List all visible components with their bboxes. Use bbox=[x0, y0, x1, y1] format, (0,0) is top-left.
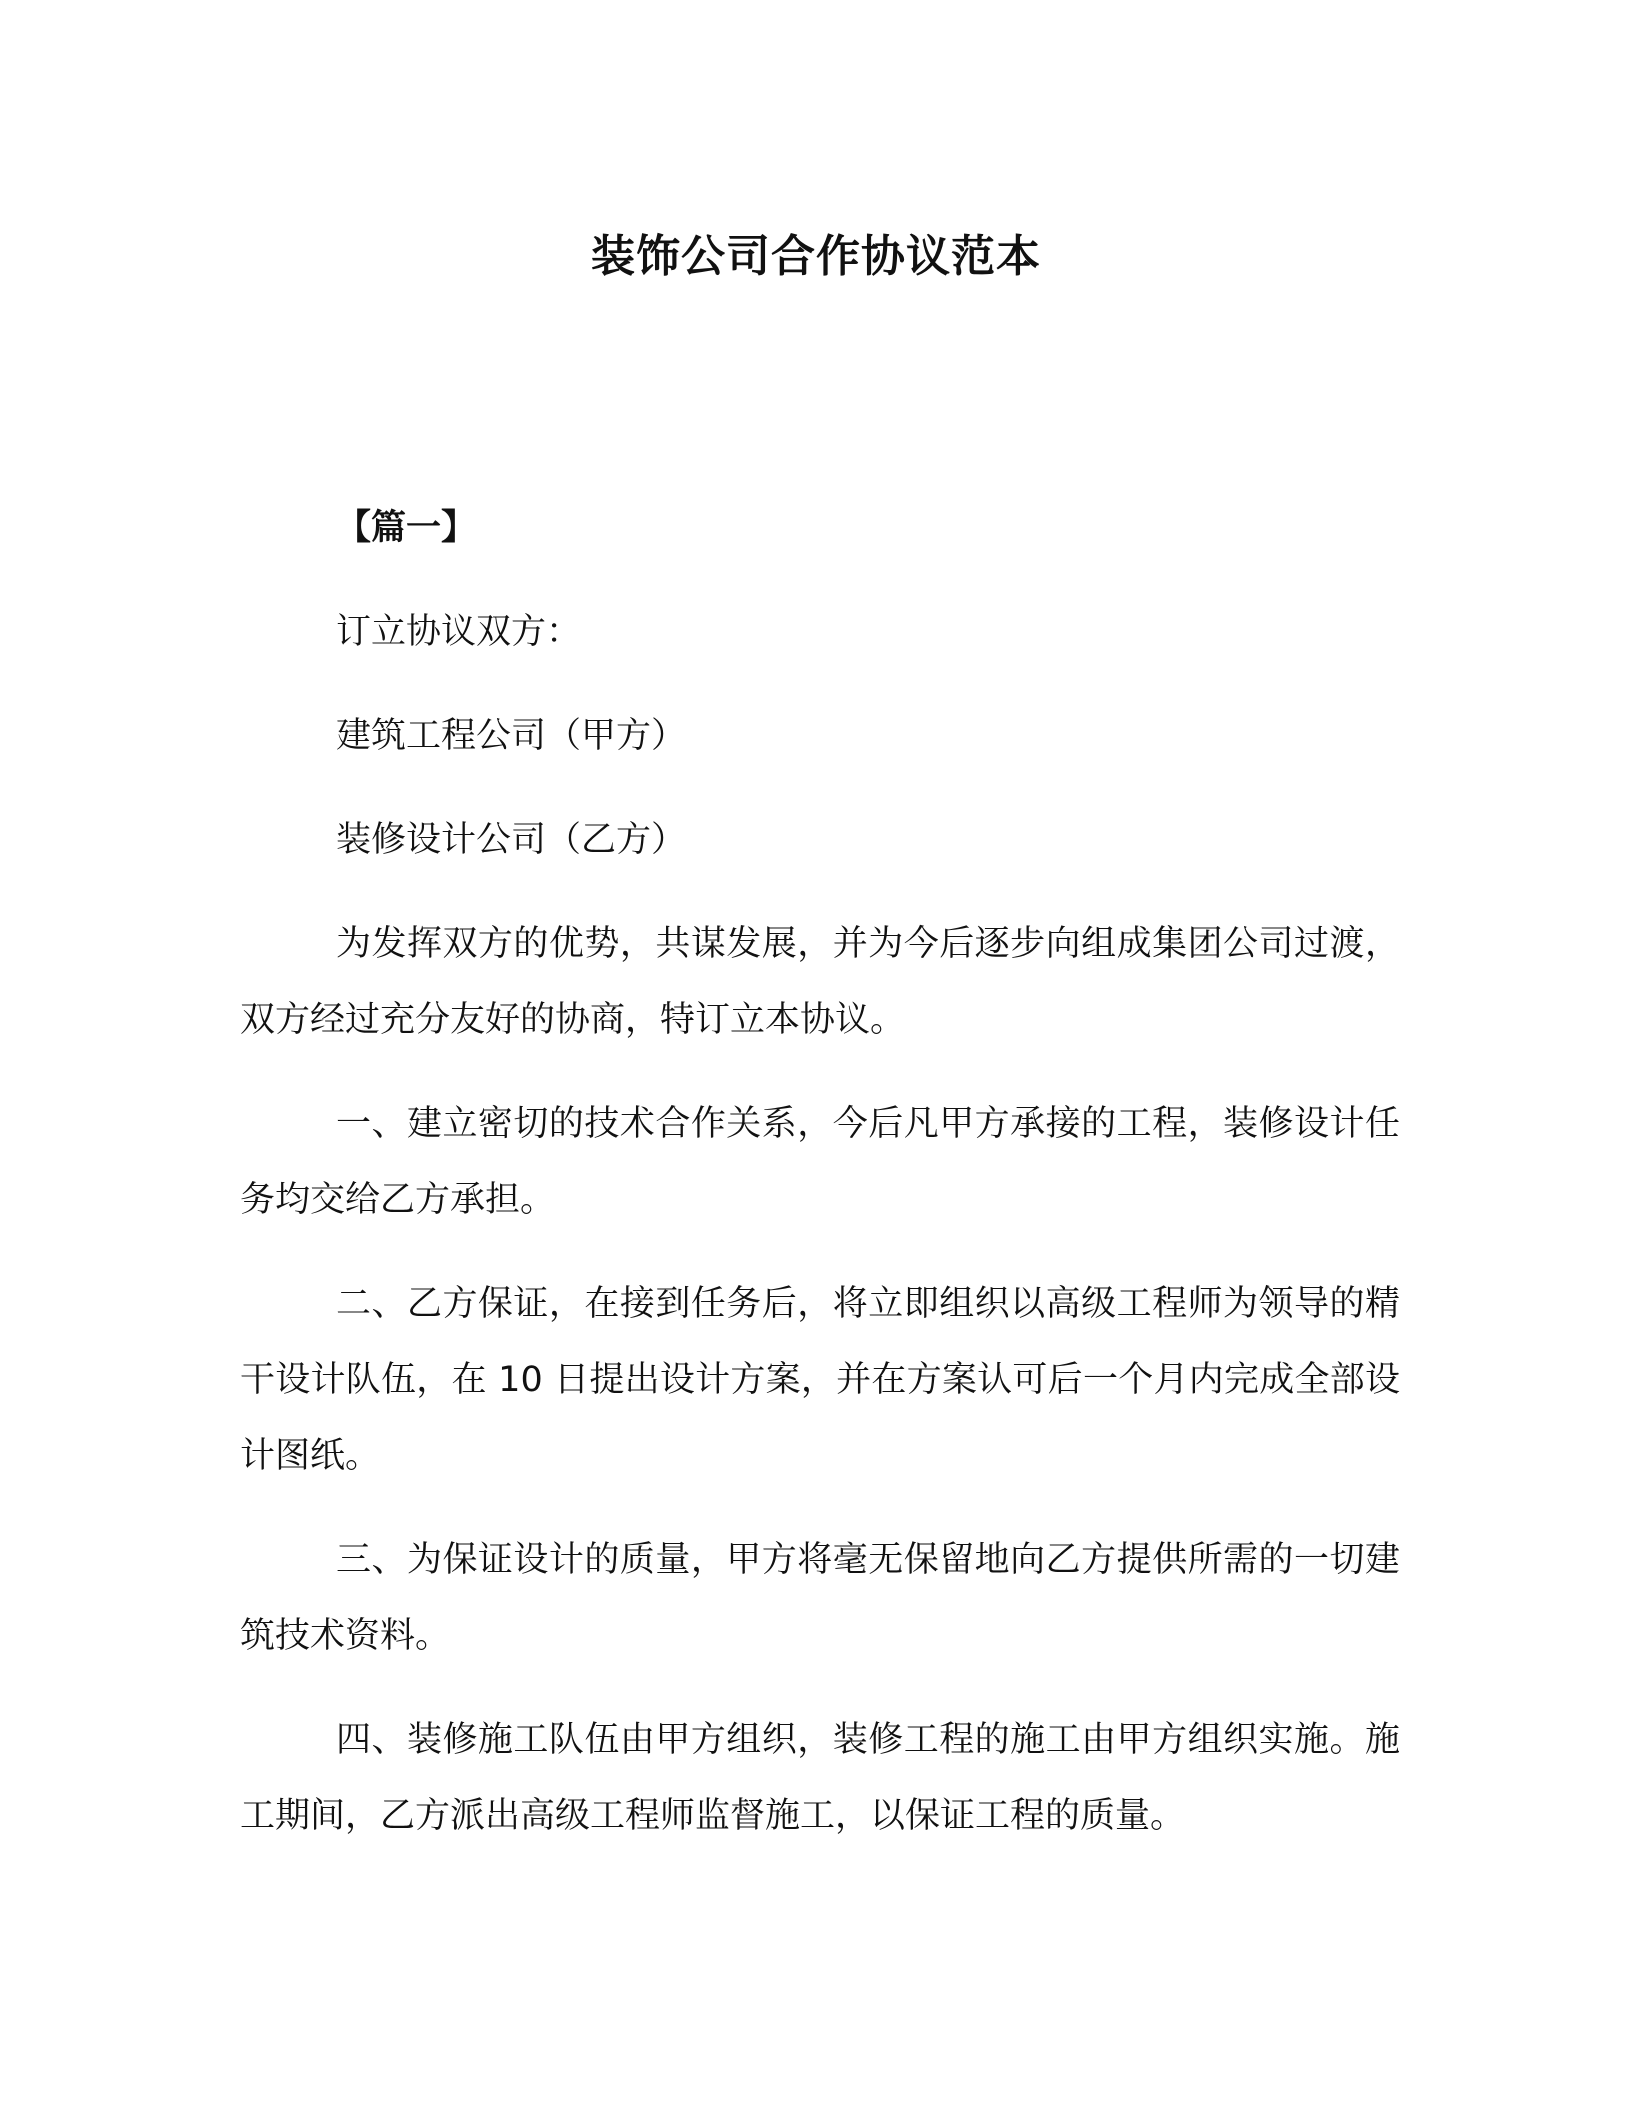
document-body bbox=[240, 490, 1400, 1882]
paragraph-clause-3: 三、为保证设计的质量，甲方将毫无保留地向乙方提供所需的一切建筑技术资料。 bbox=[240, 1540, 1400, 1656]
paragraph-clause-2: 二、乙方保证，在接到任务后，将立即组织以高级工程师为领导的精干设计队伍，在 10 日提出设计方案，并在方案认可后一个月内完成全部设计图纸。 bbox=[240, 1284, 1400, 1476]
document-title: 装饰公司合作协议范本 bbox=[591, 231, 1041, 282]
paragraph-clause-1: 一、建立密切的技术合作关系，今后凡甲方承接的工程，装修设计任务均交给乙方承担。 bbox=[240, 1104, 1400, 1220]
paragraph-preamble: 为发挥双方的优势，共谋发展，并为今后逐步向组成集团公司过渡，双方经过充分友好的协商，特订立本协议。 bbox=[240, 924, 1400, 1040]
section-label: 【篇一】 bbox=[336, 508, 477, 548]
paragraph-parties-heading: 订立协议双方： bbox=[336, 612, 582, 652]
paragraph-party-b: 装修设计公司（乙方） bbox=[336, 820, 687, 860]
paragraph-clause-4: 四、装修施工队伍由甲方组织，装修工程的施工由甲方组织实施。施工期间，乙方派出高级工程师监督施工，以保证工程的质量。 bbox=[240, 1720, 1400, 1836]
paragraph-party-a: 建筑工程公司（甲方） bbox=[336, 716, 687, 756]
